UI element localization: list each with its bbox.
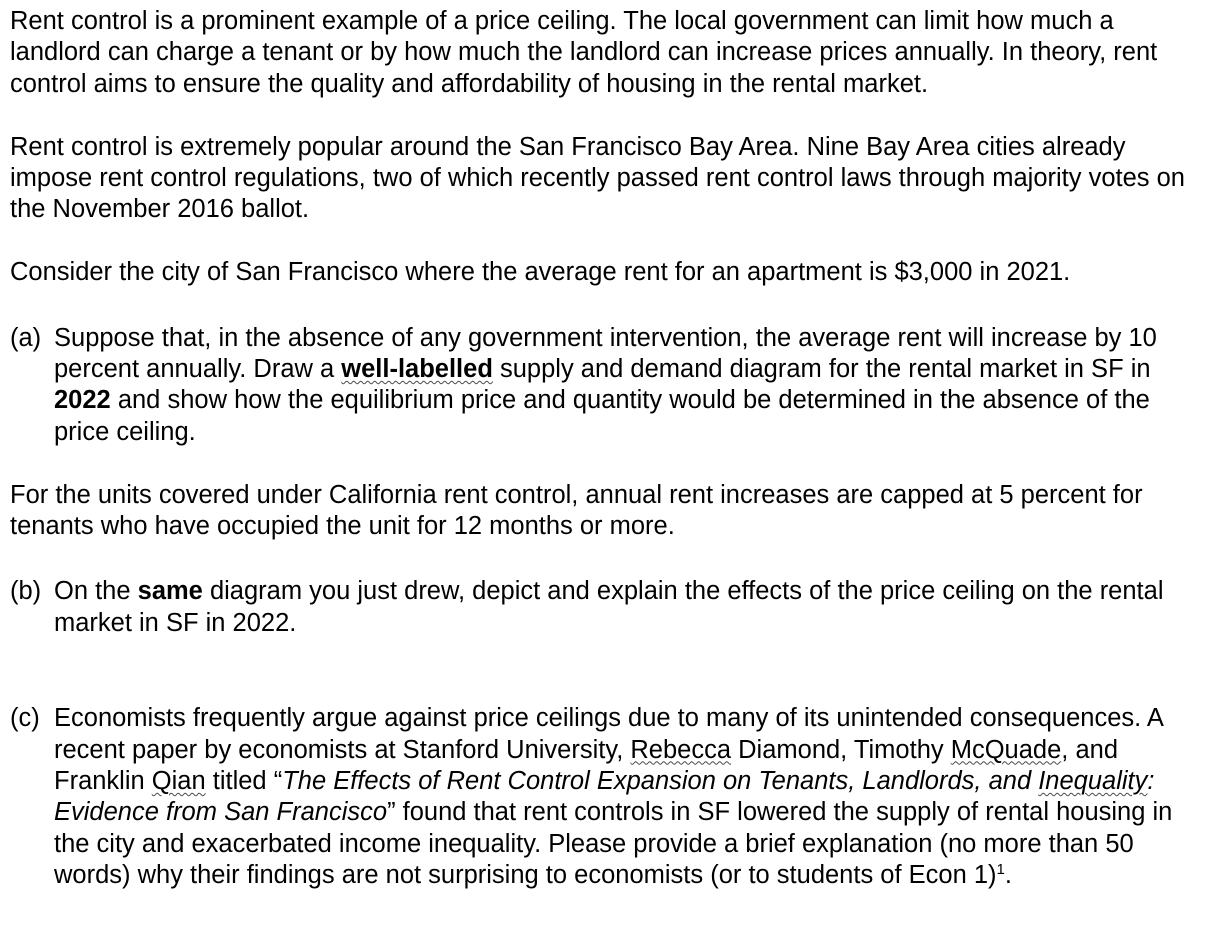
question-a-emphasis-well-labelled: well-labelled	[341, 355, 493, 384]
question-c-text-6: .	[1004, 861, 1012, 890]
document-body	[10, 6, 1210, 892]
question-c-text-2: Diamond, Timothy	[731, 735, 951, 764]
question-c-text-4: titled “	[205, 767, 283, 796]
intro-paragraph-san-francisco: Consider the city of San Francisco where the average rent for an apartment is $3,000 in 2021.	[10, 258, 1071, 287]
paper-title-inequality: Inequality	[1038, 767, 1148, 796]
question-c-label: (c)	[10, 704, 40, 733]
question-b-text-2: diagram you just drew, depict and explain the effects of the price ceiling on the rental market in SF in 2022.	[54, 577, 1164, 637]
question-c-text-3: , and Franklin	[54, 735, 1118, 796]
intro-paragraph-price-ceiling: Rent control is a prominent example of a price ceiling. The local government can limit how much a landlord can charge a tenant or by how much the landlord can increase prices annually. In theory, rent control aims to ensure the quality and affordability of housing in the rental market.	[10, 7, 1158, 98]
question-b-text-1: On the	[54, 577, 138, 606]
question-b-label: (b)	[10, 577, 42, 606]
footnote-marker: 1	[996, 861, 1005, 879]
rent-cap-paragraph: For the units covered under California rent control, annual rent increases are capped at 5 percent for tenants who have occupied the unit for 12 months or more.	[10, 480, 1143, 541]
question-c-text-5: ” found that rent controls in SF lowered the supply of rental housing in the city and exacerbated income inequality. Please provide a brief explanation (no more than 50 words) why their findings are not surprising to economists (or to students of Econ 1)	[54, 798, 1173, 890]
author-name-rebecca: Rebecca	[630, 735, 732, 764]
question-c	[10, 703, 1210, 891]
paper-title: The Effects of Rent Control Expansion on Tenants, Landlords, and	[282, 767, 1039, 796]
author-name-qian: Qian	[151, 767, 206, 796]
question-a-text-1: Suppose that, in the absence of any government intervention, the average rent will increase by 10 percent annually. Draw a	[54, 323, 1157, 384]
question-b-emphasis-same: same	[137, 577, 203, 606]
question-a-text-3: and show how the equilibrium price and quantity would be determined in the absence of the price ceiling.	[54, 386, 1150, 446]
intro-paragraph-bay-area: Rent control is extremely popular around the San Francisco Bay Area. Nine Bay Area cities already impose rent control regulations, two of which recently passed rent control laws through majority votes on the November 2016 ballot.	[10, 132, 1185, 224]
question-a-text-2: supply and demand diagram for the rental market in SF in	[492, 355, 1151, 384]
paper-title-subtitle: : Evidence from San Francisco	[54, 767, 1155, 827]
question-b	[10, 576, 1210, 639]
question-a-emphasis-year: 2022	[54, 386, 111, 415]
question-a-label: (a)	[10, 323, 42, 352]
question-a	[10, 323, 1210, 449]
author-name-mcquade: McQuade	[950, 735, 1062, 764]
question-c-text-1: Economists frequently argue against price ceilings due to many of its unintended consequences. A recent paper by economists at Stanford University,	[54, 704, 1163, 764]
